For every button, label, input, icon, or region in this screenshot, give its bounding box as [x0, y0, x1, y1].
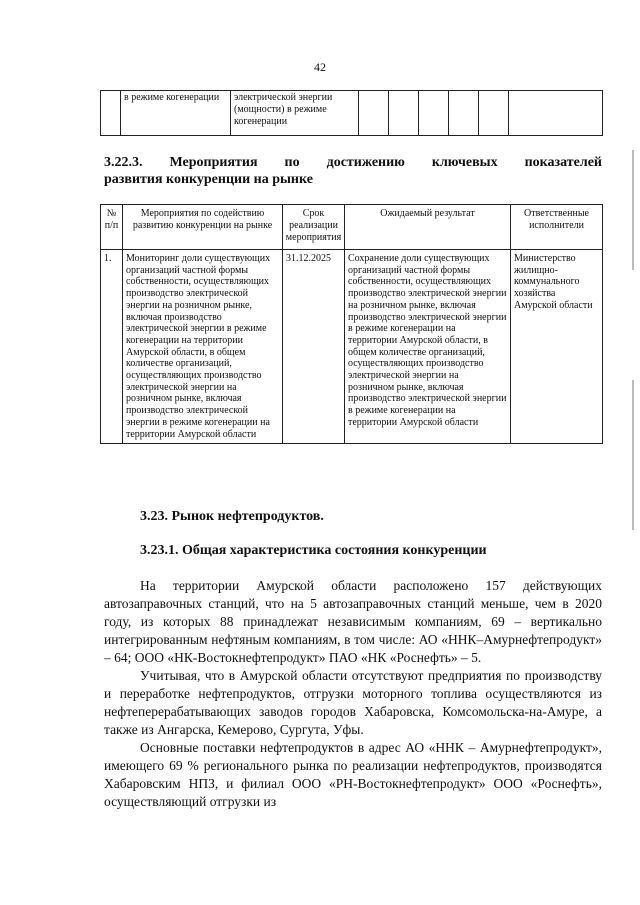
- scan-edge-mark: [632, 380, 634, 530]
- section-heading: 3.22.3. Мероприятия по достижению ключевых показателей: [104, 155, 602, 170]
- section-heading-continued: развития конкуренции на рынке: [104, 172, 313, 187]
- section-heading: 3.23. Рынок нефтепродуктов.: [140, 509, 324, 524]
- scan-edge-mark: [632, 150, 634, 270]
- table-cell: [359, 91, 389, 136]
- responsible-cell: Министерство жилищно-коммунального хозяйства Амурской области: [511, 250, 603, 444]
- page-number: 42: [314, 60, 326, 74]
- measures-table: [100, 204, 603, 444]
- column-header-deadline: Срок реализации мероприятия: [283, 205, 345, 250]
- paragraph: На территории Амурской области расположено 157 действующих автозаправочных станций, что на 5 автозаправочных станций меньше, чем в 2020 году, из которых 88 принадлежат независимым компаниям, 69 – вертикально интегрированным нефтяным компаниям, в том числе: АО «ННК–Амурнефтепродукт» – 64; ООО «НК-Востокнефтепродукт» ПАО «НК «Роснефть» – 5.: [104, 578, 602, 665]
- table-cell: электрической энергии (мощности) в режиме когенерации: [231, 91, 359, 136]
- continuation-table: [100, 90, 603, 136]
- table-cell: в режиме когенерации: [121, 91, 231, 136]
- table-cell: [479, 91, 509, 136]
- table-cell: [449, 91, 479, 136]
- measure-cell: Мониторинг доли существующих организаций частной формы собственности, осуществляющих производство электрической энергии на розничном рынке, включая производство электрической энергии в режиме когенерации на территории Амурской области, в общем количестве организаций, осуществляющих производство электрической энергии на розничном рынке, включая производство электрической энергии в режиме когенерации на территории Амурской области: [123, 250, 283, 444]
- table-cell: [389, 91, 419, 136]
- paragraph: Основные поставки нефтепродуктов в адрес АО «ННК – Амурнефтепродукт», имеющего 69 % регионального рынка по реализации нефтепродуктов, производятся Хабаровским НПЗ, и филиал ООО «РН-Востокнефтепродукт» ООО «Роснефть», осуществляющий отгрузки из: [104, 740, 602, 809]
- table-header-row: [101, 205, 603, 250]
- body-text: [104, 577, 602, 811]
- column-header-num: № п/п: [101, 205, 123, 250]
- table-cell: [509, 91, 603, 136]
- table-row: [101, 91, 603, 136]
- column-header-result: Ожидаемый результат: [345, 205, 511, 250]
- table-row: [101, 250, 603, 444]
- column-header-measures: Мероприятия по содействию развитию конкуренции на рынке: [123, 205, 283, 250]
- row-number: 1.: [101, 250, 123, 444]
- paragraph: Учитывая, что в Амурской области отсутствуют предприятия по производству и переработке нефтепродуктов, отгрузки моторного топлива осуществляются из нефтеперерабатывающих заводов городов Хабаровска, Комсомольска-на-Амуре, а также из Ангарска, Кемерово, Сургута, Уфы.: [104, 668, 602, 737]
- result-cell: Сохранение доли существующих организаций частной формы собственности, осуществляющих производство электрической энергии на розничном рынке, включая производство электрической энергии в режиме когенерации на территории Амурской области, в общем количестве организаций, осуществляющих производство электрической энергии на розничном рынке, включая производство электрической энергии в режиме когенерации на территории Амурской области: [345, 250, 511, 444]
- table-cell: [419, 91, 449, 136]
- deadline-cell: 31.12.2025: [283, 250, 345, 444]
- subsection-heading: 3.23.1. Общая характеристика состояния конкуренции: [140, 543, 487, 558]
- column-header-responsible: Ответственные исполнители: [511, 205, 603, 250]
- table-cell: [101, 91, 121, 136]
